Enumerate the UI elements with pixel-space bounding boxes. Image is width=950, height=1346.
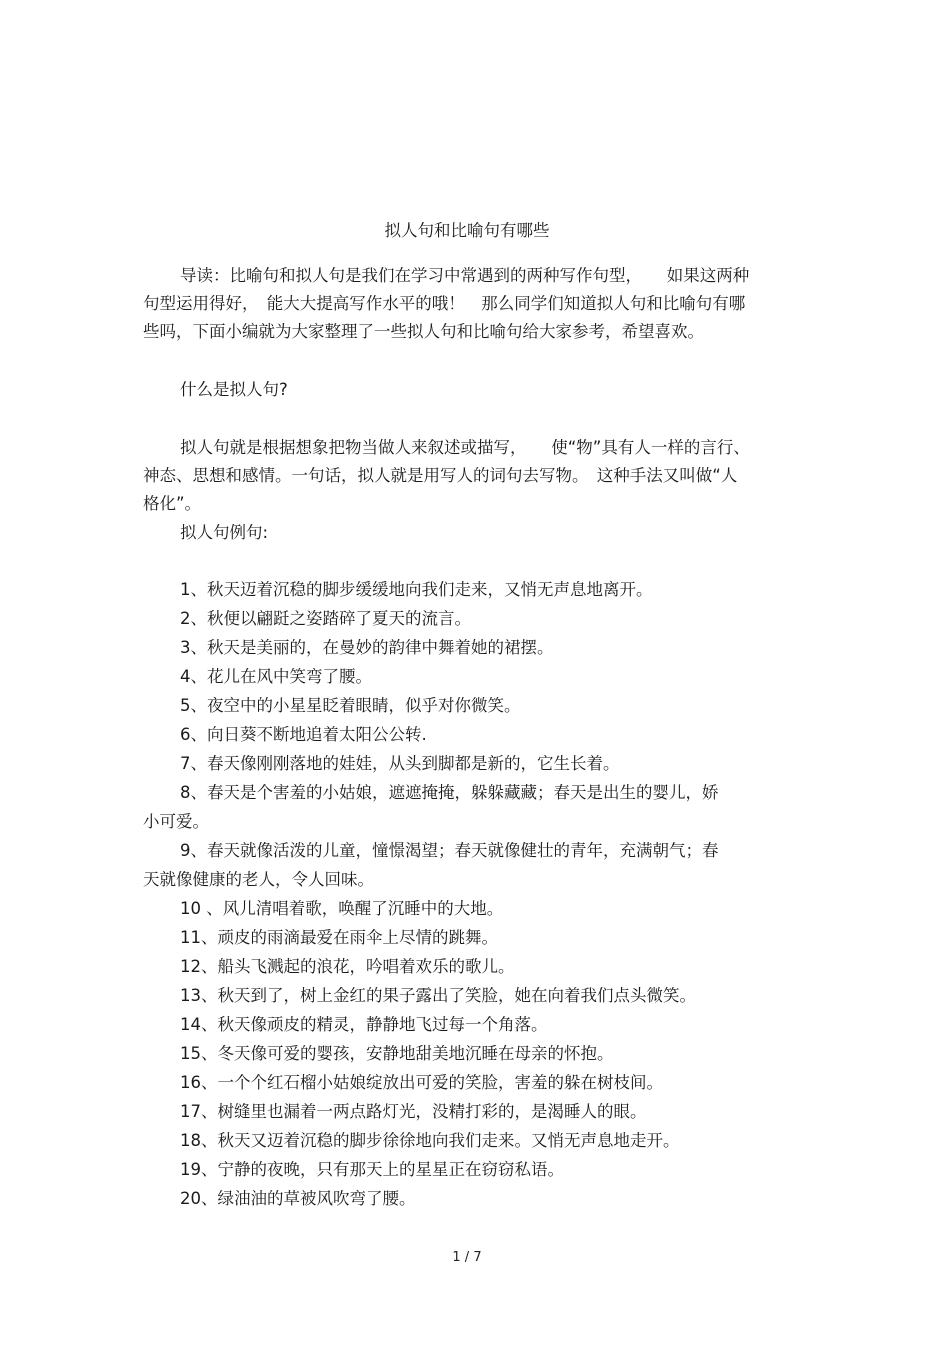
example-line: 19、宁静的夜晚，只有那天上的星星正在窃窃私语。 xyxy=(180,1160,564,1179)
example-line: 17、树缝里也漏着一两点路灯光，没精打彩的，是渴睡人的眼。 xyxy=(180,1102,647,1121)
example-line: 6、向日葵不断地追着太阳公公转. xyxy=(180,725,427,744)
example-line: 13、秋天到了，树上金红的果子露出了笑脸，她在向着我们点头微笑。 xyxy=(180,986,696,1005)
example-line: 14、秋天像顽皮的精灵，静静地飞过每一个角落。 xyxy=(180,1015,548,1034)
definition-line: 拟人句就是根据想象把物当做人来叙述或描写， 使“物”具有人一样的言行、 xyxy=(180,438,750,457)
page-number: 1 / 7 xyxy=(452,1250,482,1265)
example-line: 12、船头飞溅起的浪花，吟唱着欢乐的歌儿。 xyxy=(180,957,515,976)
example-line: 小可爱。 xyxy=(143,812,209,831)
example-line: 4、花儿在风中笑弯了腰。 xyxy=(180,667,372,686)
examples-heading: 拟人句例句: xyxy=(180,523,269,542)
definition-line: 格化”。 xyxy=(143,494,202,513)
example-line: 8、春天是个害羞的小姑娘，遮遮掩掩，躲躲藏藏；春天是出生的婴儿，娇 xyxy=(180,783,719,802)
document-title: 拟人句和比喻句有哪些 xyxy=(384,221,550,240)
definition-line: 神态、思想和感情。一句话，拟人就是用写人的词句去写物。 这种手法又叫做“人 xyxy=(143,466,738,485)
example-line: 5、夜空中的小星星眨着眼睛，似乎对你微笑。 xyxy=(180,696,521,715)
example-line: 11、顽皮的雨滴最爱在雨伞上尽情的跳舞。 xyxy=(180,928,498,947)
example-line: 16、一个个红石榴小姑娘绽放出可爱的笑脸，害羞的躲在树枝间。 xyxy=(180,1073,663,1092)
example-line: 9、春天就像活泼的儿童，憧憬渴望；春天就像健壮的青年，充满朝气；春 xyxy=(180,841,719,860)
example-line: 10 、风儿清唱着歌，唤醒了沉睡中的大地。 xyxy=(180,899,504,918)
example-line: 天就像健康的老人，令人回味。 xyxy=(143,870,374,889)
section-heading: 什么是拟人句? xyxy=(180,380,288,399)
example-line: 1、秋天迈着沉稳的脚步缓缓地向我们走来，又悄无声息地离开。 xyxy=(180,580,653,599)
intro-line: 些吗，下面小编就为大家整理了一些拟人句和比喻句给大家参考，希望喜欢。 xyxy=(143,322,704,341)
example-line: 20、绿油油的草被风吹弯了腰。 xyxy=(180,1189,416,1208)
intro-line: 导读：比喻句和拟人句是我们在学习中常遇到的两种写作句型， 如果这两种 xyxy=(180,266,750,285)
example-line: 15、冬天像可爱的婴孩，安静地甜美地沉睡在母亲的怀抱。 xyxy=(180,1044,614,1063)
example-line: 7、春天像刚刚落地的娃娃，从头到脚都是新的，它生长着。 xyxy=(180,754,620,773)
example-line: 2、秋便以翩跹之姿踏碎了夏天的流言。 xyxy=(180,609,471,628)
intro-line: 句型运用得好， 能大大提高写作水平的哦！ 那么同学们知道拟人句和比喻句有哪 xyxy=(143,294,746,313)
example-line: 3、秋天是美丽的，在曼妙的韵律中舞着她的裙摆。 xyxy=(180,638,554,657)
example-line: 18、秋天又迈着沉稳的脚步徐徐地向我们走来。又悄无声息地走开。 xyxy=(180,1131,680,1150)
